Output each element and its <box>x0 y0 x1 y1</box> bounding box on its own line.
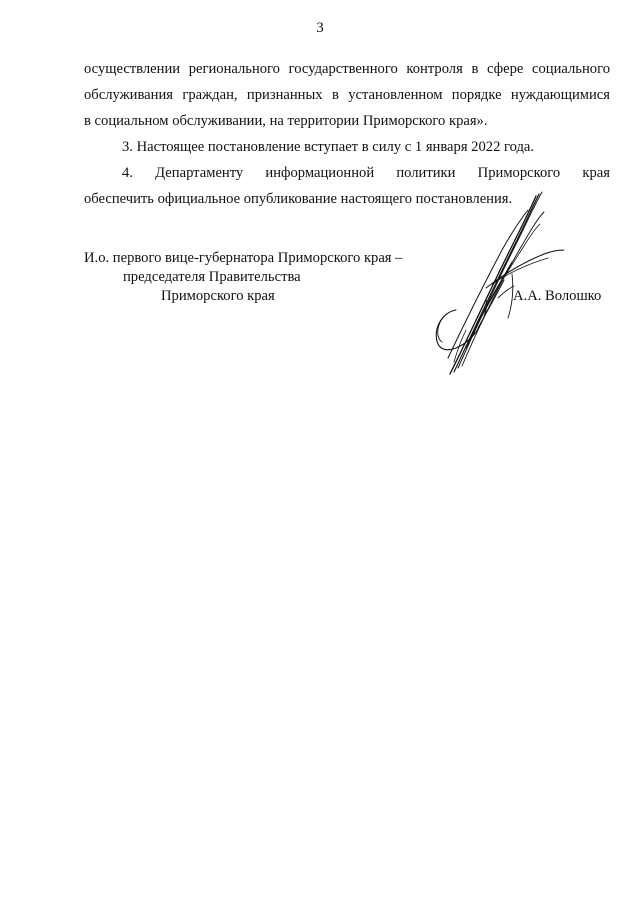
paragraph-effective-date <box>84 134 610 160</box>
signer-name: А.А. Волошко <box>513 288 602 304</box>
signer-position-line-3: Приморского края <box>161 288 275 304</box>
signer-position-line-1: И.о. первого вице-губернатора Приморского края – <box>84 250 403 266</box>
page-number: 3 <box>316 20 324 36</box>
signer-position-line-2: председателя Правительства <box>123 269 301 285</box>
paragraph-line: 4. Департаменту информационной политики Приморского края <box>122 165 610 181</box>
handwritten-signature <box>428 188 568 380</box>
paragraph-line: осуществлении регионального государственного контроля в сфере социального <box>84 61 610 77</box>
paragraph-line: 3. Настоящее постановление вступает в силу с 1 января 2022 года. <box>122 139 535 155</box>
paragraph-line: обслуживания граждан, признанных в установленном порядке нуждающимися <box>84 87 610 103</box>
paragraph-continuation <box>84 56 610 134</box>
paragraph-line: в социальном обслуживании, на территории Приморского края». <box>84 113 488 129</box>
paragraph-line: обеспечить официальное опубликование настоящего постановления. <box>84 191 513 207</box>
